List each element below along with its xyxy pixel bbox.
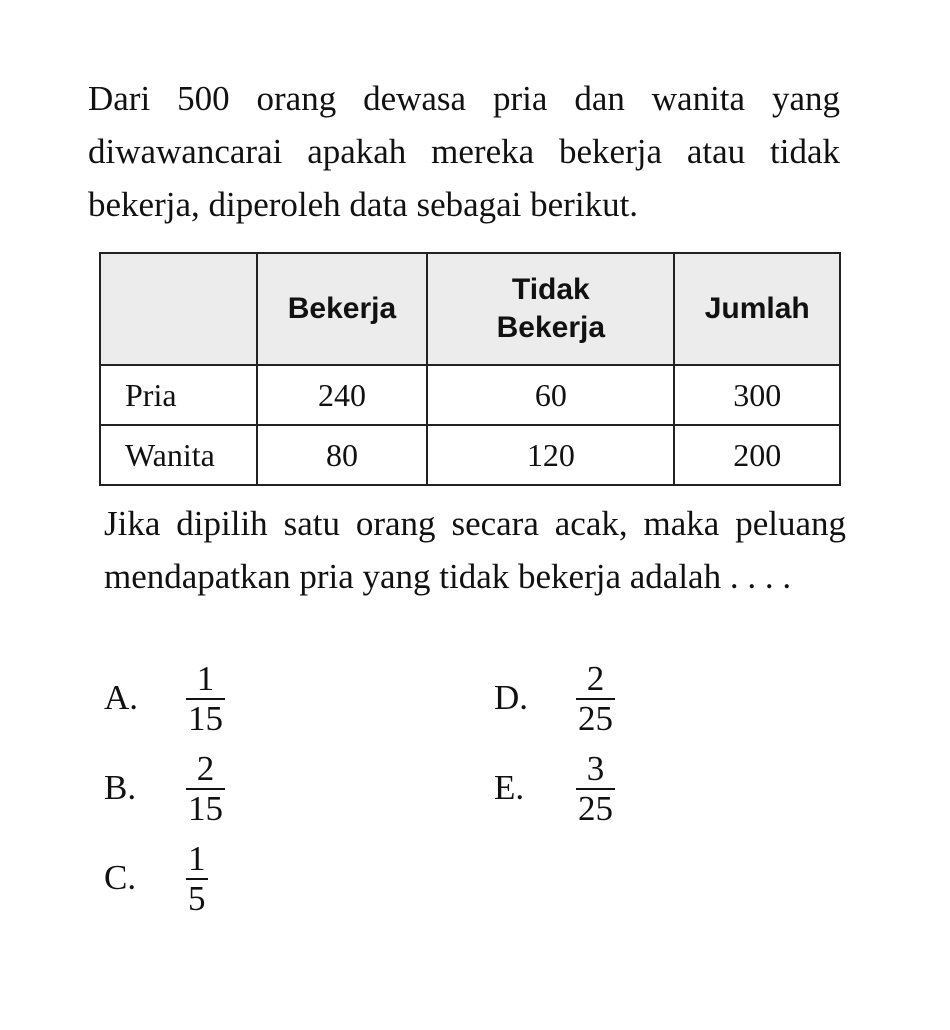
table-row <box>100 425 840 485</box>
numerator: 2 <box>196 749 215 788</box>
header-cell-bekerja: Bekerja <box>257 253 428 365</box>
fraction <box>186 750 225 828</box>
denominator: 15 <box>188 789 223 828</box>
table-cell: 60 <box>427 365 674 425</box>
table-row <box>100 365 840 425</box>
numerator: 1 <box>188 839 206 878</box>
data-table <box>99 252 841 486</box>
table-header-row <box>100 253 840 365</box>
header-cell-tidak-bekerja-text: Tidak Bekerja <box>496 273 606 344</box>
numerator: 1 <box>196 659 215 698</box>
numerator: 3 <box>586 749 605 788</box>
row-label: Wanita <box>100 425 257 485</box>
header-cell-empty <box>100 253 257 365</box>
table-cell: 200 <box>674 425 840 485</box>
question-paragraph: Jika dipilih satu orang secara acak, maka peluang mendapatkan pria yang tidak bekerja adalah . . . . <box>104 504 846 596</box>
numerator: 2 <box>586 659 605 698</box>
denominator: 5 <box>188 879 206 918</box>
table-cell: 120 <box>427 425 674 485</box>
table-cell: 240 <box>257 365 428 425</box>
intro-paragraph: Dari 500 orang dewasa pria dan wanita yang diwawancarai apakah mereka bekerja atau tidak bekerja, diperoleh data sebagai berikut. <box>88 79 840 224</box>
choice-letter: B. <box>104 768 137 807</box>
header-cell-tidak-bekerja <box>427 253 674 365</box>
fraction <box>576 660 615 738</box>
row-label: Pria <box>100 365 257 425</box>
denominator: 15 <box>188 699 223 738</box>
header-cell-jumlah: Jumlah <box>674 253 840 365</box>
table-cell: 80 <box>257 425 428 485</box>
denominator: 25 <box>578 789 613 828</box>
fraction <box>186 660 225 738</box>
choice-letter: E. <box>494 768 525 807</box>
choice-letter: D. <box>494 678 529 717</box>
denominator: 25 <box>578 699 613 738</box>
table-cell: 300 <box>674 365 840 425</box>
choice-letter: C. <box>104 858 137 897</box>
choice-letter: A. <box>104 678 139 717</box>
fraction <box>186 840 208 918</box>
fraction <box>576 750 615 828</box>
